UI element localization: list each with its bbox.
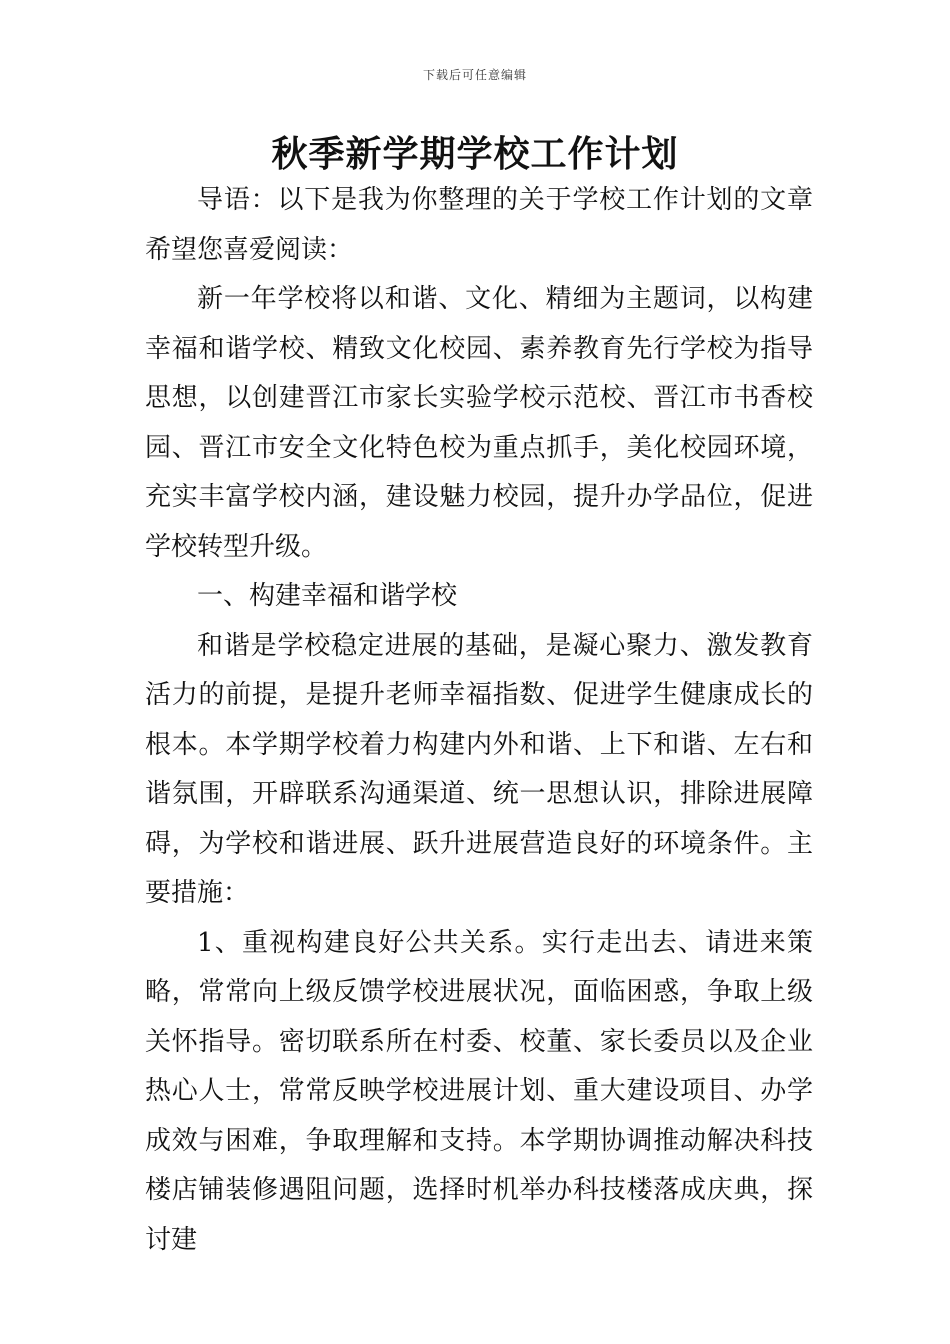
paragraph-intro: 导语：以下是我为你整理的关于学校工作计划的文章希望您喜爱阅读： [145, 185, 813, 265]
document-title: 秋季新学期学校工作计划 [271, 134, 679, 175]
paragraph-overview: 新一年学校将以和谐、文化、精细为主题词，以构建幸福和谐学校、精致文化校园、素养教育先行学校为指导思想，以创建晋江市家长实验学校示范校、晋江市书香校园、晋江市安全文化特色校为重点抓手，美化校园环境，充实丰富学校内涵，建设魅力校园，提升办学品位，促进学校转型升级。 [145, 284, 813, 562]
paragraph-measure-1: 1、重视构建良好公共关系。实行走出去、请进来策略，常常向上级反馈学校进展状况，面临困惑，争取上级关怀指导。密切联系所在村委、校董、家长委员以及企业热心人士，常常反映学校进展计划、重大建设项目、办学成效与困难，争取理解和支持。本学期协调推动解决科技楼店铺装修遇阻问题，选择时机举办科技楼落成庆典，探讨建 [145, 927, 813, 1255]
section-heading-1: 一、构建幸福和谐学校 [197, 581, 458, 611]
paragraph-harmony: 和谐是学校稳定进展的基础，是凝心聚力、激发教育活力的前提，是提升老师幸福指数、促进学生健康成长的根本。本学期学校着力构建内外和谐、上下和谐、左右和谐氛围，开辟联系沟通渠道、统一思想认识，排除进展障碍，为学校和谐进展、跃升进展营造良好的环境条件。主要措施： [145, 630, 813, 908]
document-body [145, 176, 813, 1265]
page-header-note: 下载后可任意编辑 [422, 68, 527, 82]
